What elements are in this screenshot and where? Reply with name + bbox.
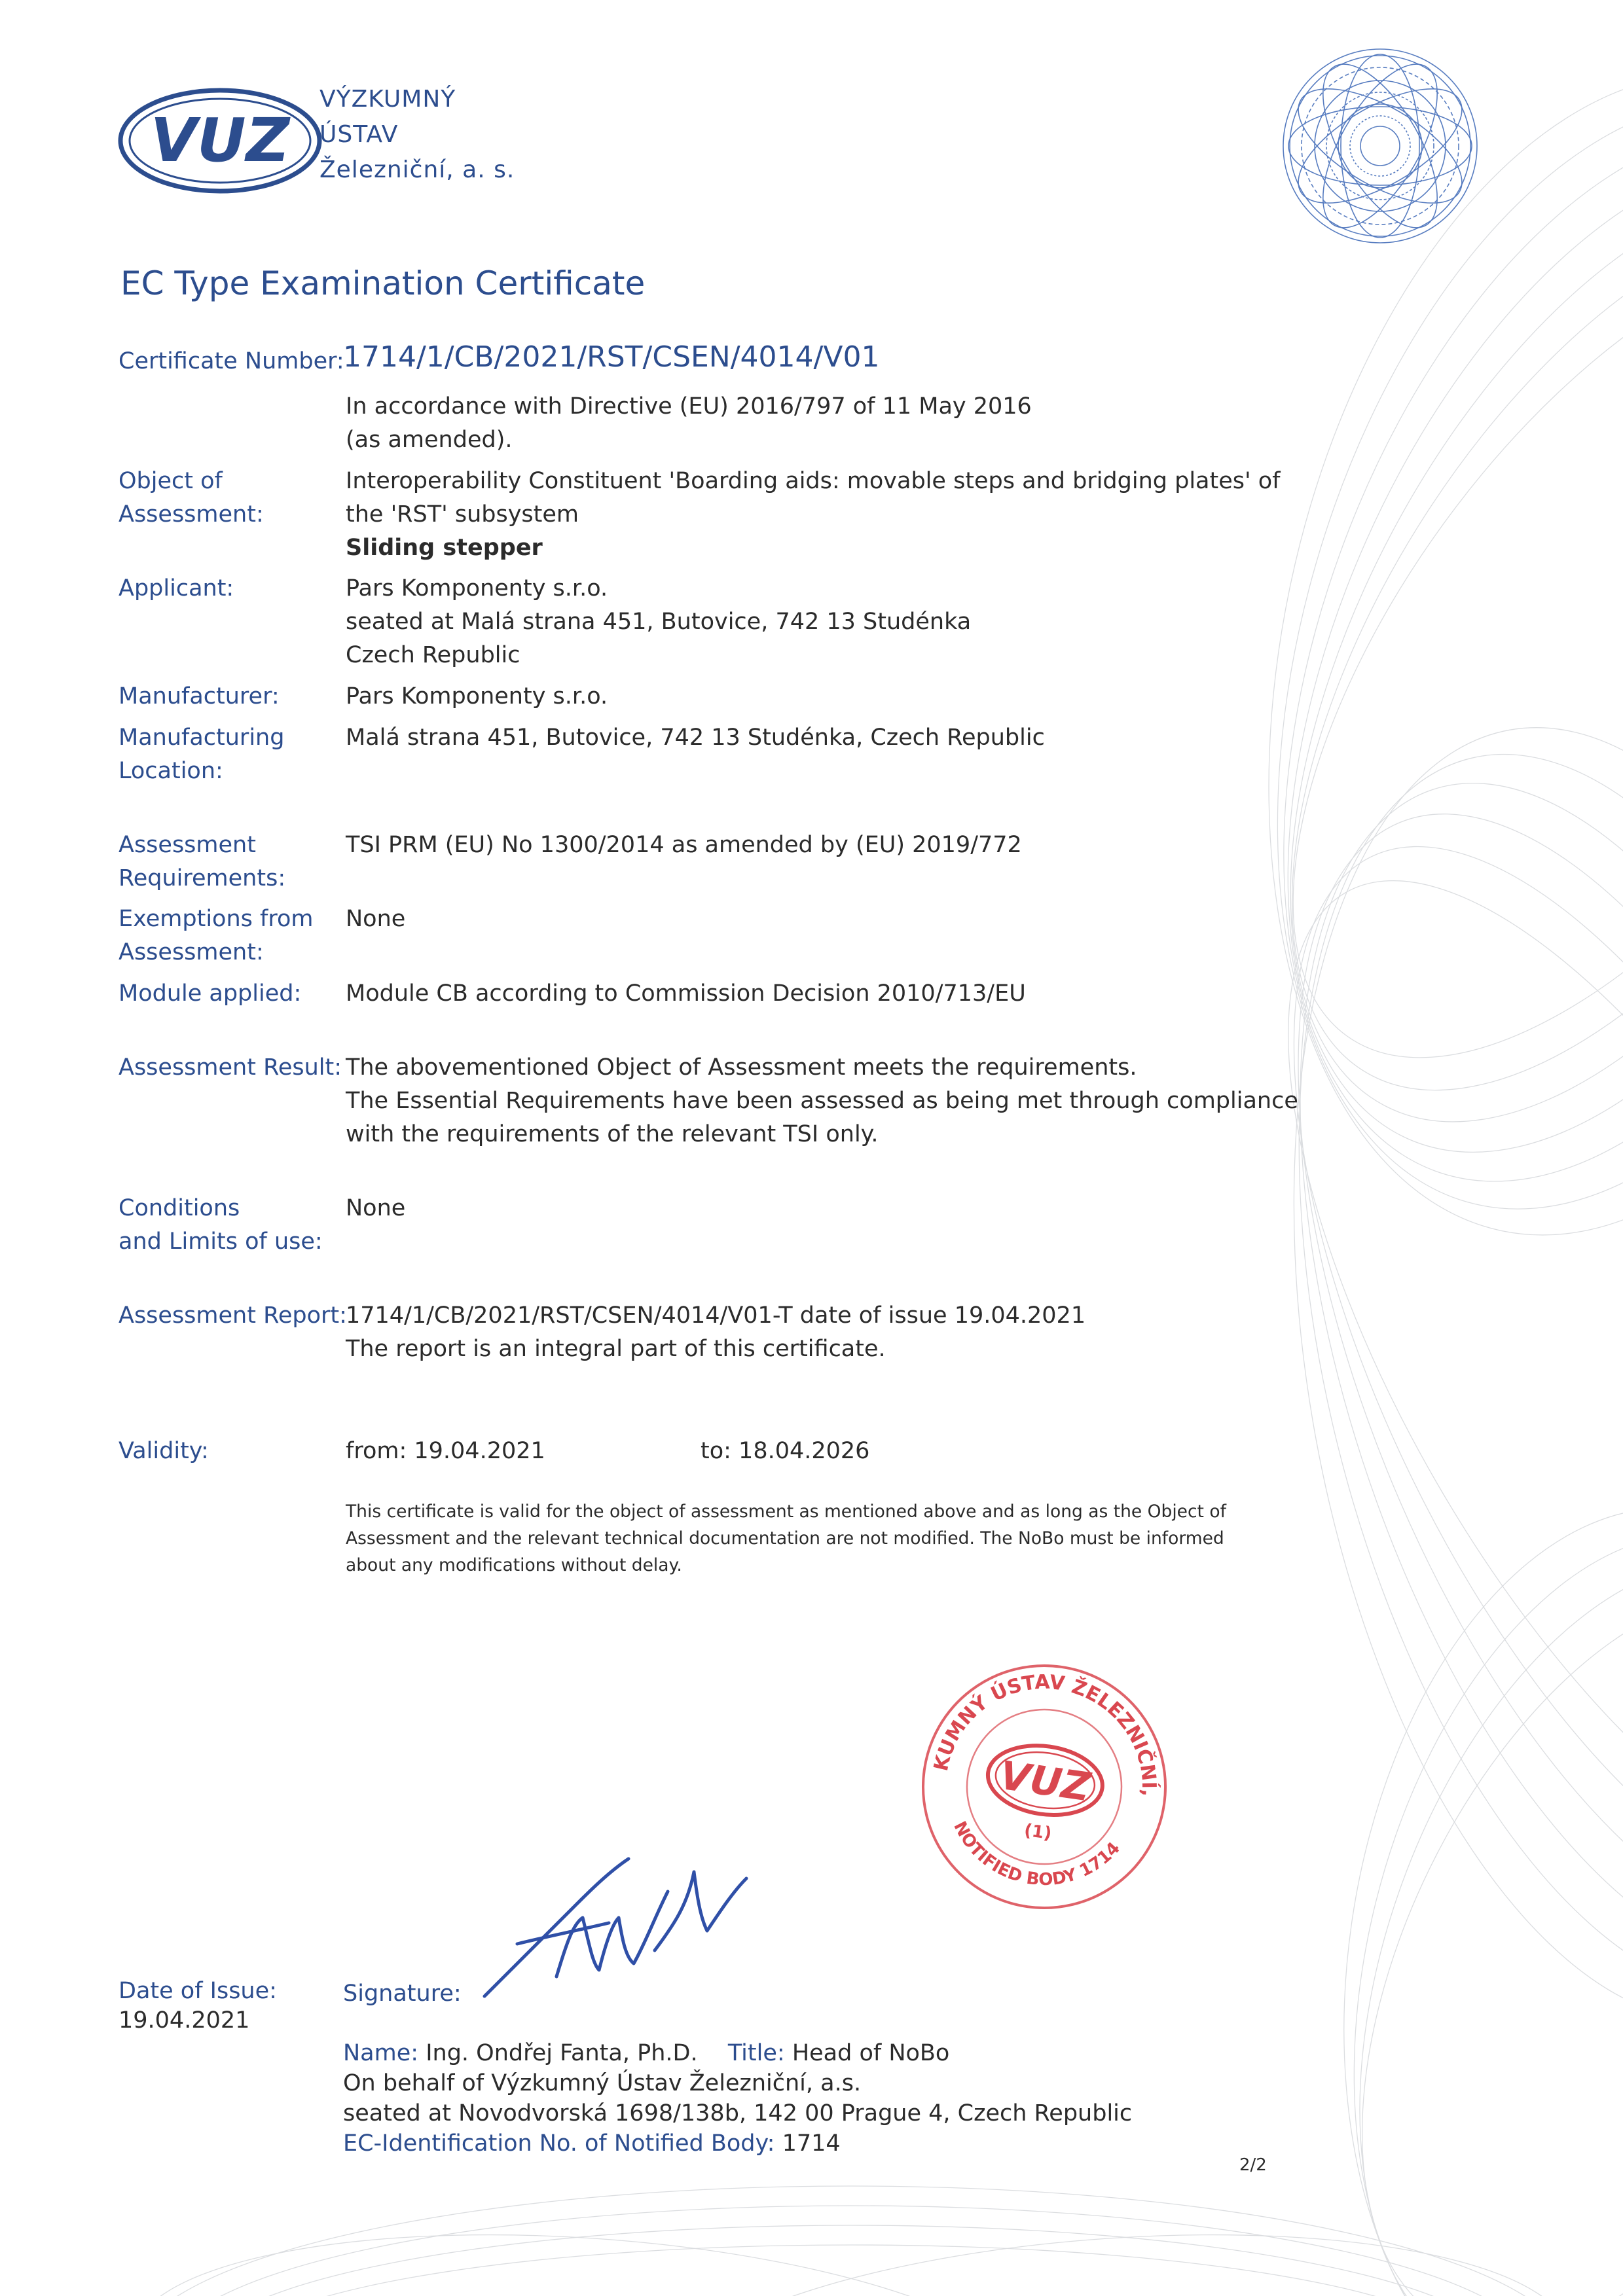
signatory-line [343,2037,949,2070]
ec-id-line [343,2127,841,2161]
stamp-bottom-path: NOTIFIED BODY 1714 [949,1818,1125,1890]
directive-line-1: In accordance with Directive (EU) 2016/797 of 11 May 2016 [346,393,1032,420]
logo-line-3-text: Železniční, a. s. [319,156,515,183]
stamp-top-path: VÝZKUMNÝ ÚSTAV ŽELEZNIČNÍ, [929,1670,1161,1798]
object-value-3 [346,531,543,565]
location-label-1: Manufacturing [119,725,285,751]
directive-line-2: (as amended). [346,427,513,453]
result-label: Assessment Result: [119,1054,342,1081]
title-label: Title: [727,2040,785,2066]
stamp-number: (1) [1023,1820,1053,1844]
conditions-label-1: Conditions [119,1195,240,1221]
date-of-issue-value: 19.04.2021 [119,2007,250,2034]
result-value-1: The abovementioned Object of Assessment meets the requirements. [346,1054,1137,1081]
module-value: Module CB according to Commission Decision 2010/713/EU [346,980,1026,1007]
exemptions-label-1: Exemptions from [119,906,314,932]
conditions-label-2: and Limits of use: [119,1229,323,1255]
validity-note-3: about any modifications without delay. [346,1555,682,1575]
validity-from: from: 19.04.2021 [346,1438,545,1464]
date-of-issue-label: Date of Issue: [119,1978,277,2004]
manufacturer-value: Pars Komponenty s.r.o. [346,683,608,709]
on-behalf-line: On behalf of Výzkumný Ústav Železniční, a.s. [343,2070,862,2096]
certificate-number-label: Certificate Number: [119,348,344,374]
exemptions-value: None [346,906,406,932]
object-value-1: Interoperability Constituent 'Boarding aids: movable steps and bridging plates' of [346,468,1281,494]
requirements-label-1: Assessment [119,832,256,858]
result-value-2: The Essential Requirements have been assessed as being met through compliance [346,1088,1298,1114]
applicant-label: Applicant: [119,575,234,601]
validity-note-2: Assessment and the relevant technical documentation are not modified. The NoBo must be informed [346,1528,1224,1549]
seated-line: seated at Novodvorská 1698/138b, 142 00 Prague 4, Czech Republic [343,2100,1133,2126]
applicant-value-3: Czech Republic [346,642,520,668]
logo-wordmark [319,82,515,188]
logo-line-2: ÚSTAV [319,121,399,148]
stamp-mark: VUZ [996,1752,1093,1811]
object-label-1: Object of [119,468,223,494]
signature-label: Signature: [343,1981,462,2007]
logo-mark-text: VUZ [150,105,290,175]
object-value-2: the 'RST' subsystem [346,501,579,528]
vuz-logo-mark [117,85,326,196]
validity-label: Validity: [119,1438,209,1464]
report-value-1: 1714/1/CB/2021/RST/CSEN/4014/V01-T date of issue 19.04.2021 [346,1302,1086,1329]
result-value-3: with the requirements of the relevant TSI only. [346,1121,879,1147]
object-label-2: Assessment: [119,501,264,528]
validity-to: to: 18.04.2026 [701,1438,870,1464]
object-value-3-bold: Sliding stepper [346,535,543,561]
conditions-value: None [346,1195,406,1221]
page-title: EC Type Examination Certificate [120,264,646,302]
location-value: Malá strana 451, Butovice, 742 13 Studénka, Czech Republic [346,725,1045,751]
ec-id-label: EC-Identification No. of Notified Body: [343,2130,775,2157]
name-value: Ing. Ondřej Fanta, Ph.D. [426,2040,698,2066]
page-number: 2/2 [1239,2155,1267,2175]
certificate-number: 1714/1/CB/2021/RST/CSEN/4014/V01 [343,340,880,374]
logo-line-1: VÝZKUMNÝ [319,86,456,113]
notified-body-stamp [913,1656,1175,1918]
requirements-value: TSI PRM (EU) No 1300/2014 as amended by (EU) 2019/772 [346,832,1022,858]
manufacturer-label: Manufacturer: [119,683,280,709]
ec-id-value: 1714 [782,2130,841,2157]
signature-scribble [458,1846,773,2016]
title-value: Head of NoBo [792,2040,950,2066]
location-label-2: Location: [119,758,223,784]
name-label: Name: [343,2040,419,2066]
validity-note-1: This certificate is valid for the object of assessment as mentioned above and as long as the Object of [346,1501,1226,1522]
report-value-2: The report is an integral part of this certificate. [346,1336,886,1362]
module-label: Module applied: [119,980,302,1007]
requirements-label-2: Requirements: [119,865,286,891]
vuz-logo [117,85,326,196]
applicant-value-2: seated at Malá strana 451, Butovice, 742 13 Studénka [346,609,972,635]
logo-line-3 [319,152,515,188]
exemptions-label-2: Assessment: [119,939,264,965]
applicant-value-1: Pars Komponenty s.r.o. [346,575,608,601]
report-label: Assessment Report: [119,1302,347,1329]
